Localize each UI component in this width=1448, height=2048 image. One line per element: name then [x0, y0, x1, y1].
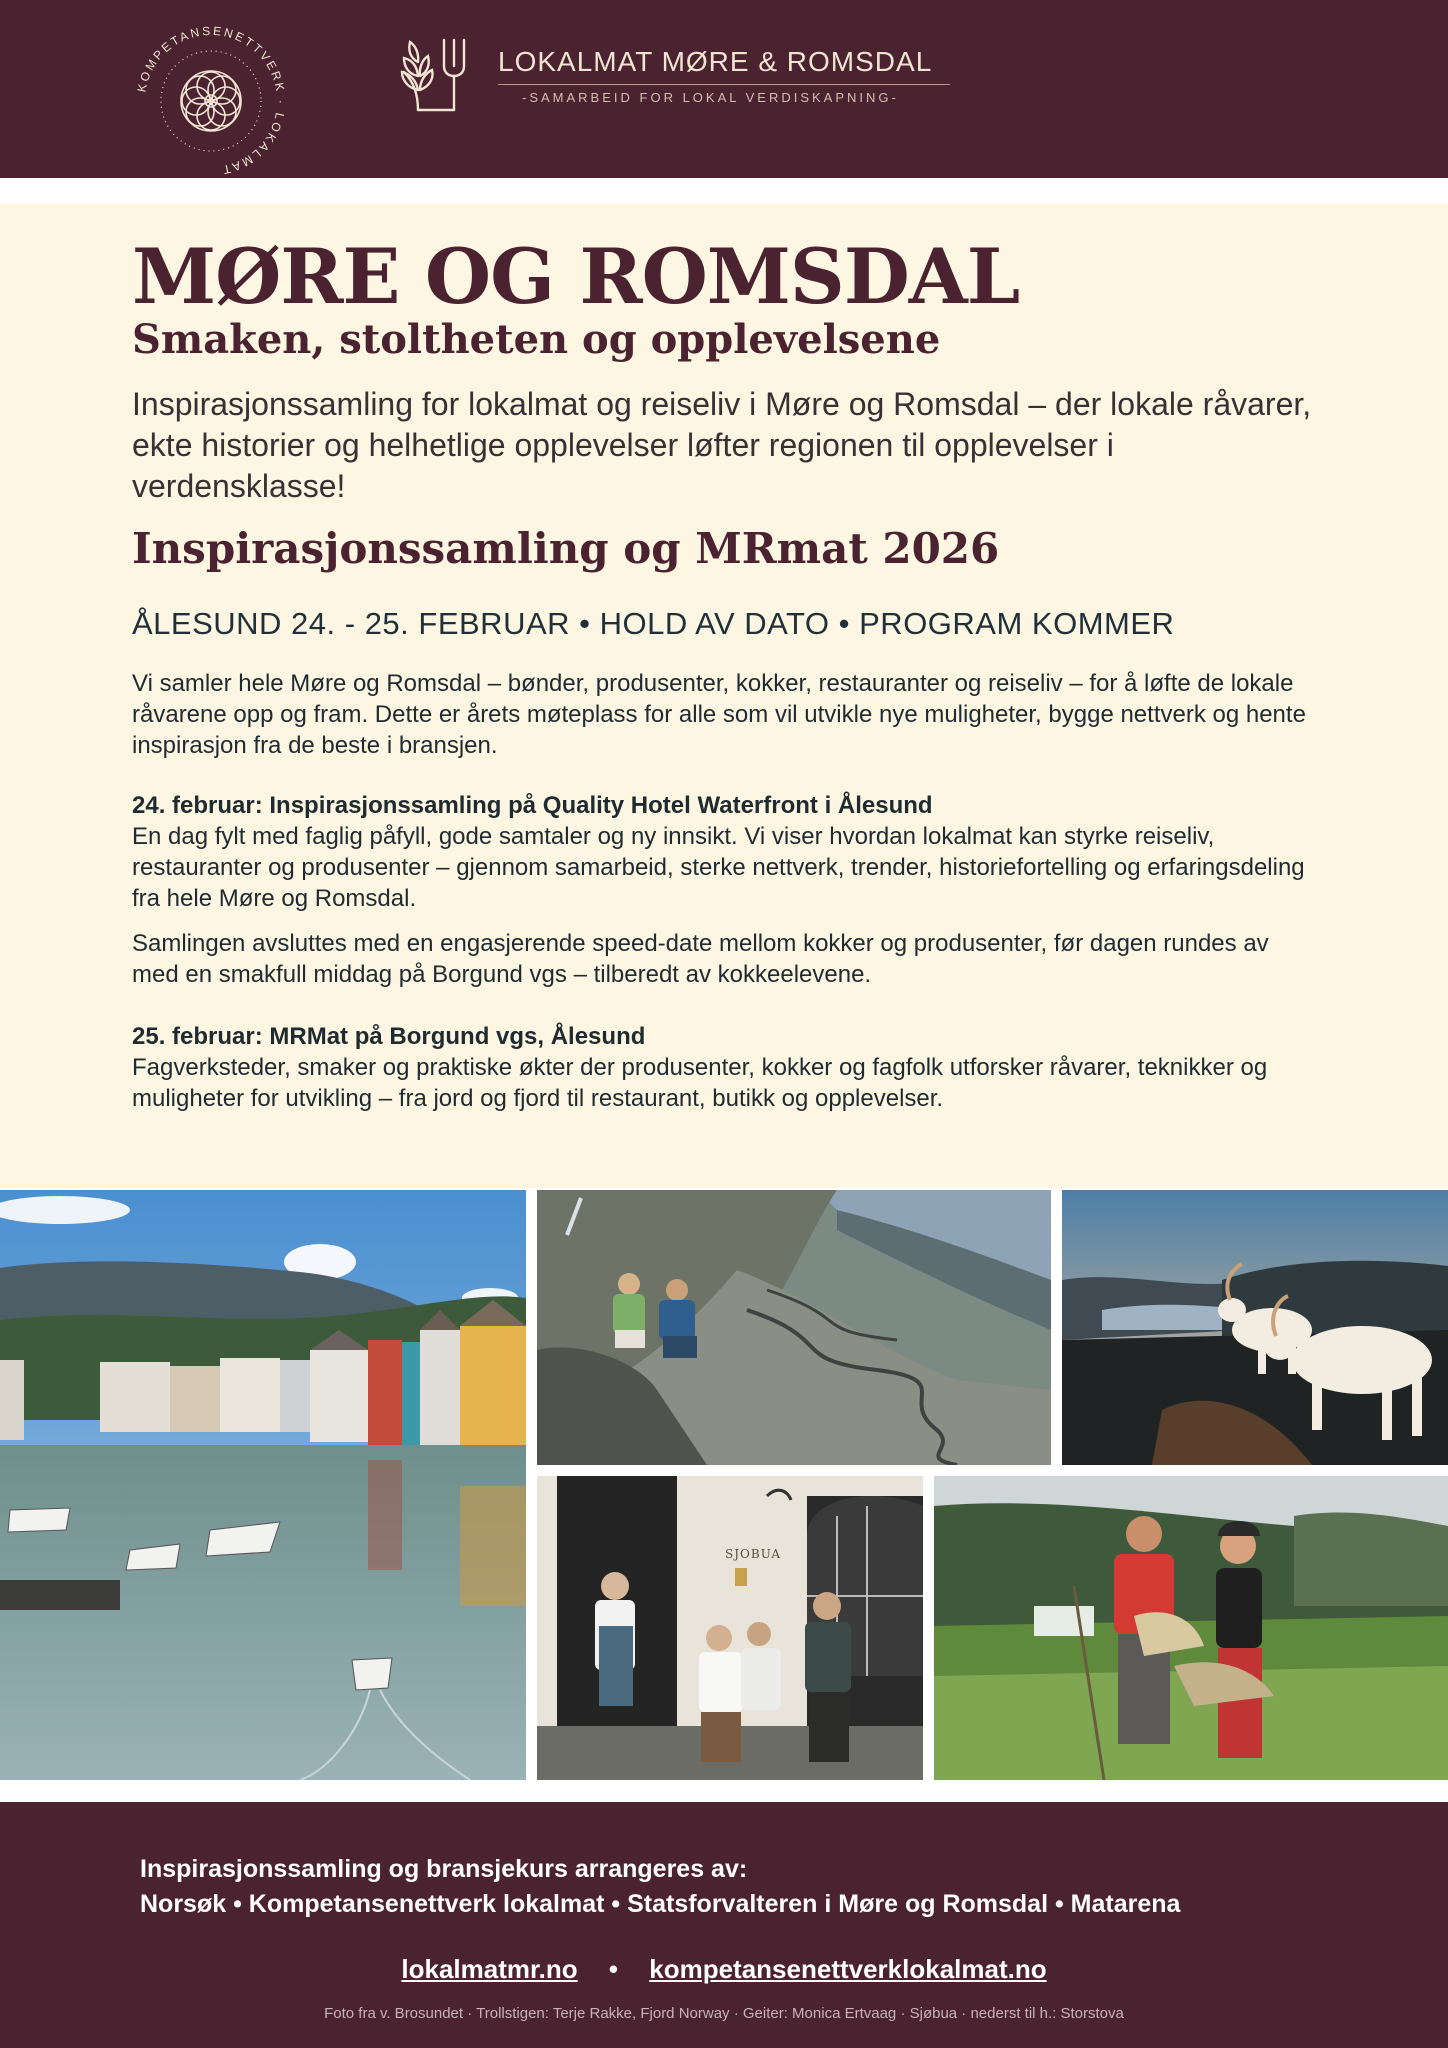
- event-summary: Vi samler hele Møre og Romsdal – bønder, produsenter, kokker, restauranter og reiseliv – for å løfte de lokale råvarene opp og fram. Dette er årets møteplass for alle som vil utvikle nye muligheter, bygge nettverk og hente inspirasjon fra de beste i bransjen.: [132, 670, 1306, 759]
- day2-heading: 25. februar: MRMat på Borgund vgs, Ålesund: [132, 1023, 646, 1050]
- event-dateline: ÅLESUND 24. - 25. FEBRUAR • HOLD AV DATO • PROGRAM KOMMER: [132, 606, 1175, 641]
- flower-icon: [181, 71, 241, 131]
- photo-credits: Foto fra v. Brosundet · Trollstigen: Terje Rakke, Fjord Norway · Geiter: Monica Ertvaag · Sjøbua · nederst til h.: Storstova: [324, 2005, 1124, 2022]
- footer-organizers-list: Norsøk • Kompetansenettverk lokalmat • Statsforvalteren i Møre og Romsdal • Matarena: [140, 1890, 1181, 1918]
- link-lokalmatmr[interactable]: lokalmatmr.no: [401, 1954, 578, 1984]
- logo-ring-text: KOMPETANSENETTVERK · LOKALMAT: [134, 23, 289, 178]
- photo-alesund-harbour: [0, 1190, 526, 1780]
- footer-organizers-intro: Inspirasjonssamling og bransjekurs arrangeres av:: [140, 1855, 748, 1883]
- footer-links: [0, 1954, 1448, 1985]
- page-title: MØRE OG ROMSDAL: [132, 232, 1020, 321]
- day1-heading: 24. februar: Inspirasjonssamling på Quality Hotel Waterfront i Ålesund: [132, 792, 933, 819]
- lokalmat-brand: [396, 32, 996, 142]
- photo-sjobua: [537, 1476, 923, 1780]
- photo-farmers: [934, 1476, 1448, 1780]
- header-bar: [0, 0, 1448, 178]
- kompetansenettverk-logo: [128, 18, 294, 184]
- photo-trollstigen: [537, 1190, 1051, 1465]
- brand-title: LOKALMAT MØRE & ROMSDAL: [498, 46, 933, 77]
- link-separator: •: [608, 1954, 619, 1984]
- page-subtitle: Smaken, stoltheten og opplevelsene: [132, 316, 941, 363]
- brand-divider: [498, 84, 950, 85]
- intro-text: Inspirasjonssamling for lokalmat og reiseliv i Møre og Romsdal – der lokale råvarer, ekte historier og helhetlige opplevelser løfter regionen til opplevelser i verdensklasse!: [132, 386, 1312, 504]
- day2-text: Fagverksteder, smaker og praktiske økter der produsenter, kokker og fagfolk utforsker råvarer, teknikker og muligheter for utvikling – fra jord og fjord til restaurant, butikk og opplevelser.: [132, 1054, 1268, 1112]
- event-title: Inspirasjonssamling og MRmat 2026: [132, 524, 1000, 573]
- sjobua-sign: SJOBUA: [725, 1547, 782, 1561]
- photo-goats: [1062, 1190, 1448, 1465]
- wheat-fork-icon: [396, 32, 470, 112]
- day1-text-2: Samlingen avsluttes med en engasjerende speed-date mellom kokker og produsenter, før dagen rundes av med en smakfull middag på Borgund vgs – tilberedt av kokkeelevene.: [132, 930, 1269, 988]
- link-kompetansenettverk[interactable]: kompetansenettverklokalmat.no: [649, 1954, 1047, 1984]
- brand-subtitle: -SAMARBEID FOR LOKAL VERDISKAPNING-: [522, 90, 899, 105]
- day1-text: En dag fylt med faglig påfyll, gode samtaler og ny innsikt. Vi viser hvordan lokalmat kan styrke reiseliv, restauranter og produsenter – gjennom samarbeid, sterke nettverk, trender, historiefortelling og erfaringsdeling fra hele Møre og Romsdal.: [132, 823, 1305, 912]
